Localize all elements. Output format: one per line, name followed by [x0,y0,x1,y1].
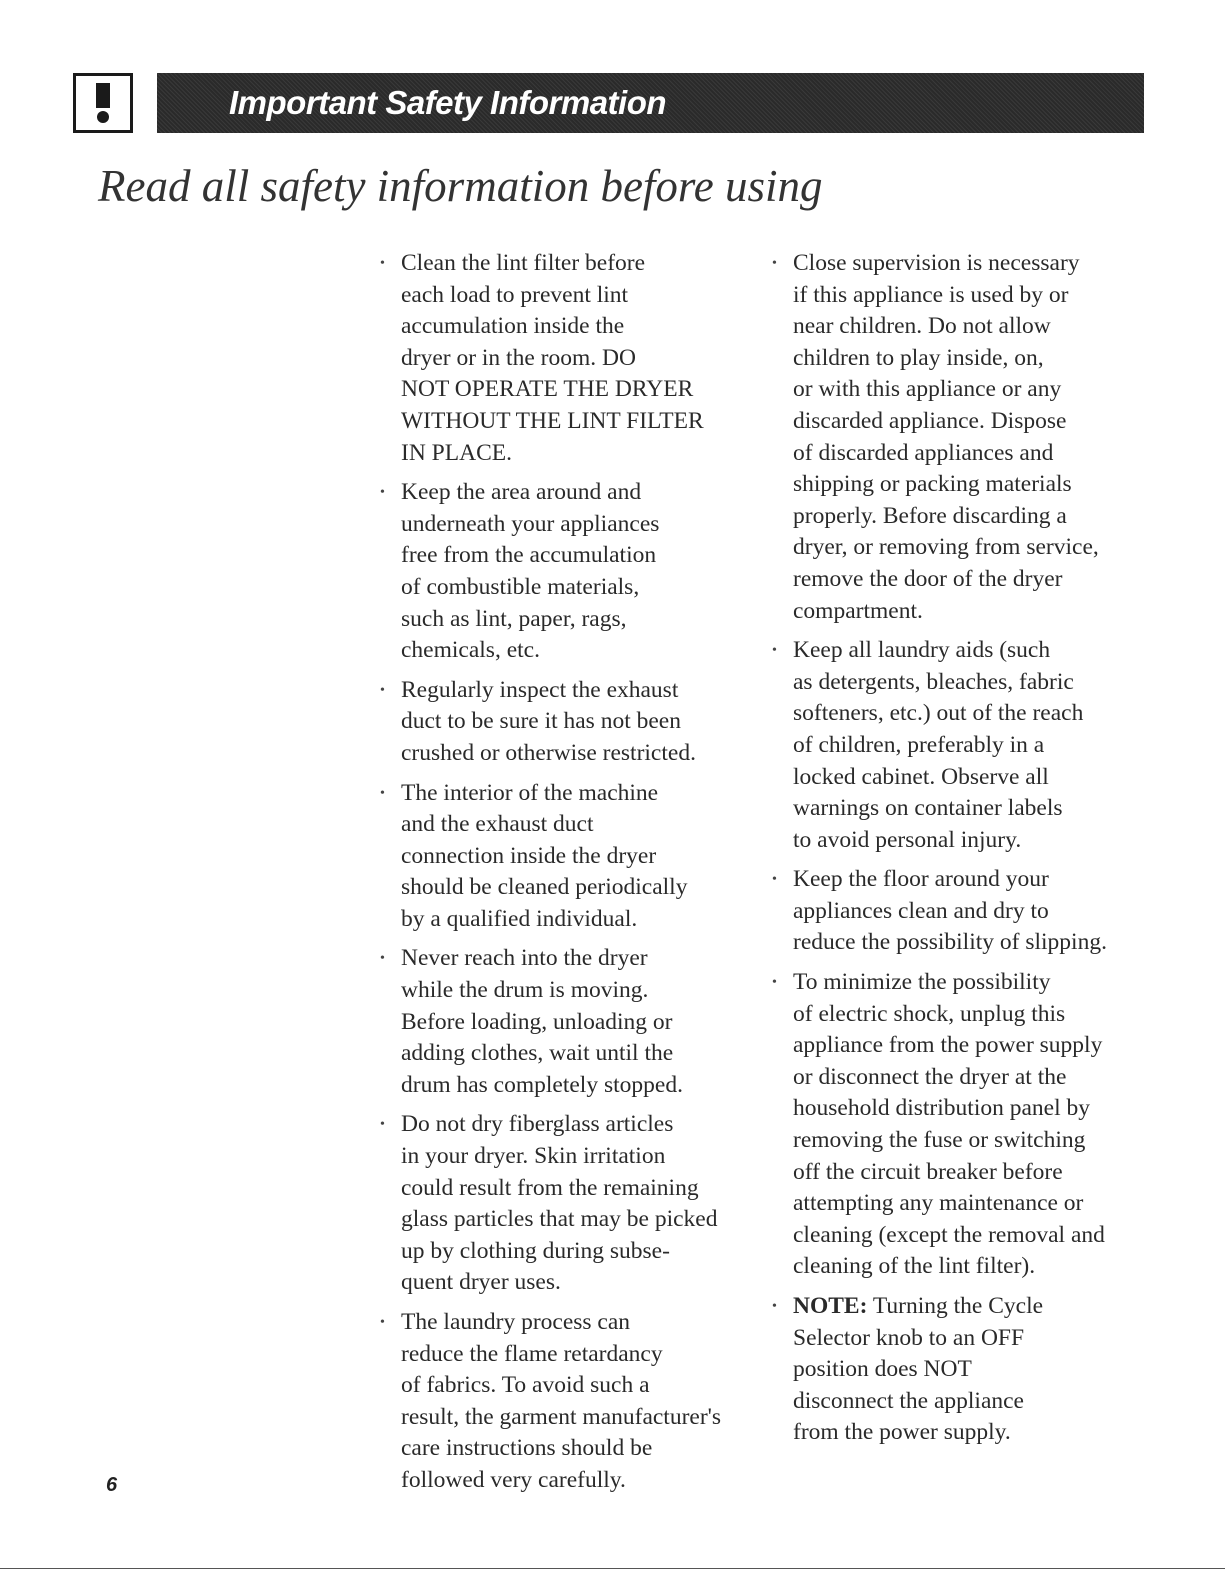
bullet-icon: • [380,256,385,271]
item-line: in your dryer. Skin irritation [401,1143,666,1170]
item-line: of electric shock, unplug this [793,1000,1066,1027]
item-line: appliances clean and dry to [793,897,1049,924]
item-line: softeners, etc.) out of the reach [793,700,1084,727]
item-line: children to play inside, on, [793,344,1044,371]
item-line: followed very carefully. [401,1466,626,1493]
bullet-icon: • [380,682,385,698]
safety-item [380,943,770,1101]
item-line: up by clothing during subse- [401,1237,670,1264]
item-line: reduce the possibility of slipping. [793,929,1107,956]
bullet-icon: • [772,872,777,888]
safety-item [380,248,770,469]
bullet-icon: • [380,785,385,801]
item-line: drum has completely stopped. [401,1071,683,1098]
item-line: compartment. [793,597,923,624]
bullet-icon: • [380,1117,385,1133]
item-line: adding clothes, wait until the [401,1040,674,1067]
right-column [772,248,1152,1457]
page-subtitle: Read all safety information before using [98,161,823,211]
item-line: disconnect the appliance [793,1387,1024,1414]
bullet-icon: • [772,256,777,271]
safety-item [772,967,1152,1283]
bullet-icon: • [772,975,777,991]
item-line: could result from the remaining [401,1174,699,1201]
item-line: should be cleaned periodically [401,874,688,901]
item-line: Keep all laundry aids (such [793,637,1051,664]
item-line: from the power supply. [793,1419,1011,1446]
item-line: discarded appliance. Dispose [793,407,1067,434]
item-line: result, the garment manufacturer's [401,1403,722,1430]
alert-icon-box [73,73,133,133]
safety-item [772,248,1152,627]
bullet-icon: • [380,951,385,967]
item-line: underneath your appliances [401,510,660,537]
item-line: reduce the flame retardancy [401,1340,663,1367]
item-line: while the drum is moving. [401,977,649,1004]
item-line: attempting any maintenance or [793,1190,1084,1217]
item-line: position does NOT [793,1356,972,1383]
item-line: properly. Before discarding a [793,502,1067,529]
item-line: as detergents, bleaches, fabric [793,668,1074,695]
bottom-rule [0,1568,1225,1569]
note-label: NOTE: [793,1293,868,1319]
item-line: appliance from the power supply [793,1032,1103,1059]
exclamation-icon [92,83,114,123]
item-line: WITHOUT THE LINT FILTER [401,407,704,434]
item-line: remove the door of the dryer [793,565,1063,592]
item-line: cleaning (except the removal and [793,1221,1105,1248]
safety-item [380,675,770,770]
item-line: quent dryer uses. [401,1269,561,1296]
item-line: The interior of the machine [401,779,659,806]
bullet-icon: • [772,643,777,659]
item-line: free from the accumulation [401,542,657,569]
page-number: 6 [106,1474,118,1496]
item-line: Do not dry fiberglass articles [401,1111,674,1138]
header-title: Important Safety Information [229,84,667,121]
item-line: duct to be sure it has not been [401,708,681,735]
item-line: Never reach into the dryer [401,945,648,972]
item-line: locked cabinet. Observe all [793,763,1049,790]
safety-item [380,1109,770,1299]
item-line: crushed or otherwise restricted. [401,739,696,766]
item-line: to avoid personal injury. [793,826,1022,853]
item-line: each load to prevent lint [401,281,629,308]
item-line: To minimize the possibility [793,969,1051,996]
item-line: by a qualified individual. [401,905,638,932]
bullet-icon: • [380,485,385,501]
item-line: of children, preferably in a [793,731,1045,758]
header-bar [157,73,1144,133]
item-line: Before loading, unloading or [401,1008,673,1035]
item-line: Turning the Cycle [867,1293,1044,1319]
item-line: chemicals, etc. [401,637,540,664]
item-line: Keep the floor around your [793,866,1049,893]
item-line: Close supervision is necessary [793,250,1080,276]
item-line: care instructions should be [401,1435,653,1462]
item-line: cleaning of the lint filter). [793,1253,1036,1280]
item-line: or with this appliance or any [793,376,1062,403]
item-line: NOT OPERATE THE DRYER [401,376,694,403]
item-line: dryer, or removing from service, [793,534,1099,561]
item-line: IN PLACE. [401,439,512,466]
item-line: such as lint, paper, rags, [401,605,627,632]
item-line: or disconnect the dryer at the [793,1063,1067,1090]
item-line: dryer or in the room. DO [401,344,636,371]
item-line: Regularly inspect the exhaust [401,676,679,703]
bullet-icon: • [772,1299,777,1314]
item-line: of combustible materials, [401,573,640,600]
safety-item [380,778,770,936]
item-line: Selector knob to an OFF [793,1324,1025,1351]
item-line: if this appliance is used by or [793,281,1069,308]
item-line: and the exhaust duct [401,811,594,838]
item-line: warnings on container labels [793,795,1063,822]
bullet-icon: • [380,1315,385,1330]
item-line: Clean the lint filter before [401,250,646,276]
item-line: The laundry process can [401,1309,631,1335]
left-column [380,248,770,1505]
item-line: shipping or packing materials [793,471,1072,498]
item-line: removing the fuse or switching [793,1127,1086,1154]
item-line: off the circuit breaker before [793,1158,1063,1185]
safety-item [380,1307,770,1497]
safety-item [772,1291,1152,1449]
item-line: glass particles that may be picked [401,1206,718,1233]
item-line: connection inside the dryer [401,842,657,869]
item-line: Keep the area around and [401,479,642,506]
item-line: near children. Do not allow [793,313,1051,340]
item-line: of discarded appliances and [793,439,1054,466]
safety-item [380,477,770,667]
item-line: household distribution panel by [793,1095,1090,1122]
safety-item [772,635,1152,856]
item-line: accumulation inside the [401,313,625,340]
safety-item [772,864,1152,959]
item-line: of fabrics. To avoid such a [401,1372,650,1399]
